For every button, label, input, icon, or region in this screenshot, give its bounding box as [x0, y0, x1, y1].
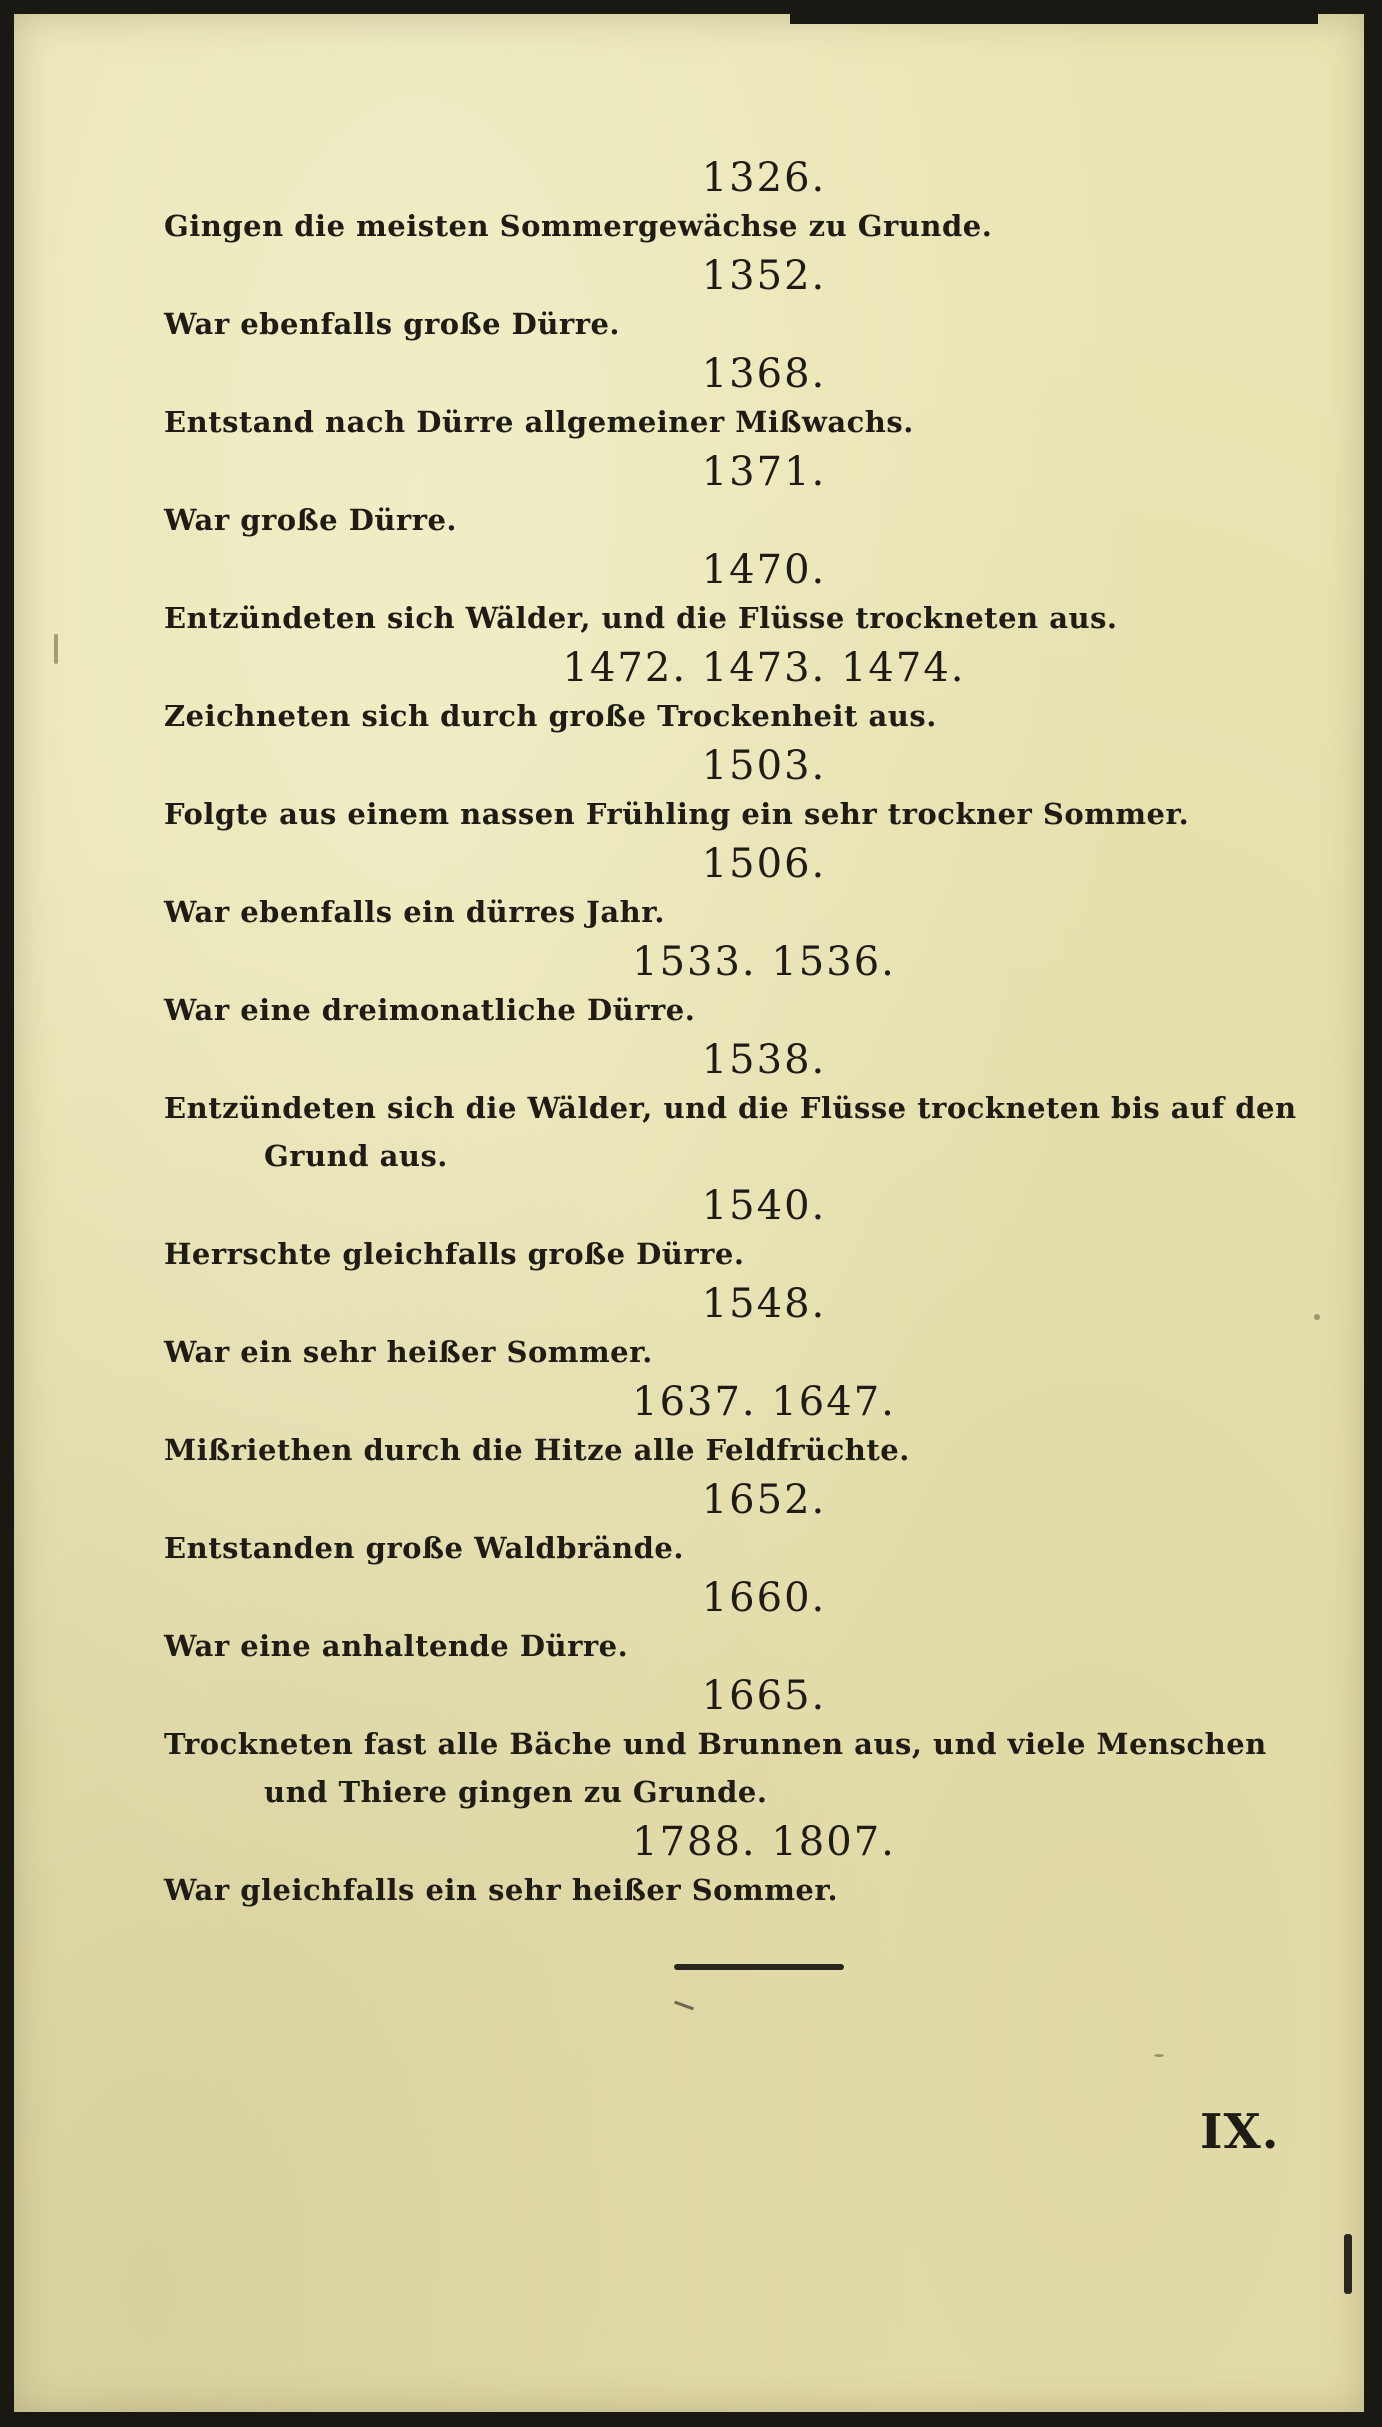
year-heading: 1637. 1647. — [632, 1379, 896, 1425]
signature-mark: IX. — [1200, 2104, 1280, 2160]
entry-text: War ein sehr heißer Sommer. — [164, 1335, 653, 1369]
year-heading: 1506. — [701, 841, 827, 887]
year-heading: 1540. — [701, 1183, 827, 1229]
year-heading: 1368. — [701, 351, 827, 397]
closing-rule — [674, 1964, 844, 1970]
entry-text: War ebenfalls große Dürre. — [164, 307, 621, 341]
entry-text: War eine anhaltende Dürre. — [164, 1629, 629, 1663]
chronicle-text — [164, 154, 1324, 1916]
entry-text: Herrschte gleichfalls große Dürre. — [164, 1237, 745, 1271]
year-heading: 1371. — [701, 449, 827, 495]
entry-text: War eine dreimonatliche Dürre. — [164, 993, 696, 1027]
ink-mark — [1344, 2234, 1352, 2294]
ink-mark — [54, 634, 58, 664]
entry-text: Entzündeten sich Wälder, und die Flüsse trockneten aus. — [164, 601, 1118, 635]
ink-mark — [674, 2001, 694, 2011]
entry-text: Entzündeten sich die Wälder, und die Flüsse trockneten bis auf den Grund aus. — [164, 1091, 1297, 1173]
top-border-rule — [790, 14, 1318, 24]
entry-text: Mißriethen durch die Hitze alle Feldfrüchte. — [164, 1433, 910, 1467]
entry-text: Entstanden große Waldbrände. — [164, 1531, 684, 1565]
year-heading: 1470. — [701, 547, 827, 593]
year-heading: 1352. — [701, 253, 827, 299]
ink-mark — [1154, 2054, 1164, 2057]
ink-mark — [1314, 1314, 1320, 1320]
year-heading: 1652. — [701, 1477, 827, 1523]
year-heading: 1538. — [701, 1037, 827, 1083]
book-page — [14, 14, 1364, 2412]
year-heading: 1503. — [701, 743, 827, 789]
entry-text: War ebenfalls ein dürres Jahr. — [164, 895, 665, 929]
year-heading: 1548. — [701, 1281, 827, 1327]
year-heading: 1472. 1473. 1474. — [562, 645, 966, 691]
entry-text: War gleichfalls ein sehr heißer Sommer. — [164, 1873, 839, 1907]
entry-text: Entstand nach Dürre allgemeiner Mißwachs. — [164, 405, 914, 439]
entry-text: War große Dürre. — [164, 503, 458, 537]
entry-text: Trockneten fast alle Bäche und Brunnen aus, und viele Menschen und Thiere gingen zu Grunde. — [164, 1727, 1267, 1809]
year-heading: 1533. 1536. — [632, 939, 896, 985]
entry-text: Folgte aus einem nassen Frühling ein sehr trockner Sommer. — [164, 797, 1190, 831]
year-heading: 1788. 1807. — [632, 1819, 896, 1865]
entry-text: Zeichneten sich durch große Trockenheit aus. — [164, 699, 937, 733]
year-heading: 1660. — [701, 1575, 827, 1621]
entry-text: Gingen die meisten Sommergewächse zu Grunde. — [164, 209, 993, 243]
year-heading: 1326. — [701, 155, 827, 201]
year-heading: 1665. — [701, 1673, 827, 1719]
